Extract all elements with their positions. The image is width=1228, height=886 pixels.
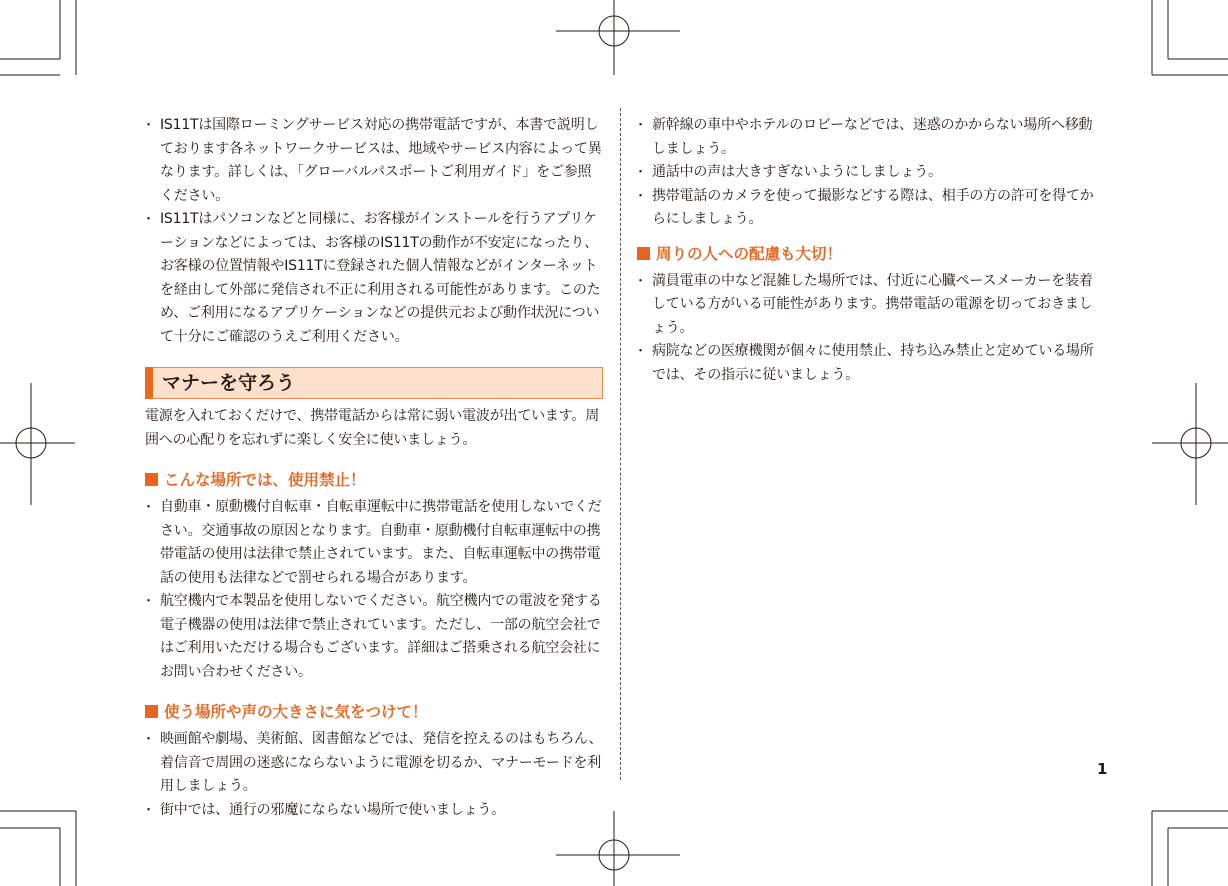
- list-item: ・ 通話中の声は大きすぎないようにしましょう。: [637, 161, 1095, 185]
- prohibited-list: [145, 496, 603, 684]
- square-bullet-icon: [637, 247, 650, 260]
- section-heading-text: 使う場所や声の大きさに気をつけて！: [164, 703, 428, 721]
- voice-list: [145, 728, 603, 822]
- list-item: ・ 航空機内で本製品を使用しないでください。航空機内での電波を発する電子機器の使用は法律で禁止されています。ただし、一部の航空会社ではご利用いただける場合もございます。詳細はご搭乗される航空会社にお問い合わせください。: [145, 590, 603, 684]
- page-number: 1: [1097, 760, 1108, 778]
- section-heading-text: 周りの人への配慮も大切！: [656, 244, 843, 263]
- continued-list: [637, 114, 1095, 232]
- list-item: ・ 新幹線の車中やホテルのロビーなどでは、迷惑のかからない場所へ移動しましょう。: [637, 114, 1095, 161]
- list-item: ・ 病院などの医療機関が個々に使用禁止、持ち込み禁止と定めている場所では、その指示に従いましょう。: [637, 340, 1095, 387]
- left-column: [145, 114, 603, 822]
- list-item: ・ IS11Tはパソコンなどと同様に、お客様がインストールを行うアプリケーションなどによっては、お客様のIS11Tの動作が不安定になったり、お客様の位置情報やIS11Tに登録された個人情報などがインターネットを経由して外部に発信され不正に利用される可能性があります。このため、ご利用になるアプリケーションなどの提供元および動作状況について十分にご確認のうえご利用ください。: [145, 208, 603, 349]
- list-item: ・ 携帯電話のカメラを使って撮影などする際は、相手の方の許可を得てからにしましょう。: [637, 185, 1095, 232]
- list-item: ・ 映画館や劇場、美術館、図書館などでは、発信を控えるのはもちろん、着信音で周囲の迷惑にならないように電源を切るか、マナーモードを利用しましょう。: [145, 728, 603, 799]
- consideration-list: [637, 270, 1095, 388]
- list-item: ・ 街中では、通行の邪魔にならない場所で使いましょう。: [145, 799, 603, 823]
- list-item: ・ 自動車・原動機付自転車・自転車運転中に携帯電話を使用しないでください。交通事故の原因となります。自動車・原動機付自転車運転中の携帯電話の使用は法律で禁止されています。また、自転車運転中の携帯電話の使用も法律などで罰せられる場合があります。: [145, 496, 603, 590]
- banner-description: 電源を入れておくだけで、携帯電話からは常に弱い電波が出ています。周囲への心配りを忘れずに楽しく安全に使いましょう。: [145, 408, 599, 448]
- banner-title: マナーを守ろう: [162, 372, 296, 394]
- section-heading-prohibited: [145, 468, 603, 492]
- square-bullet-icon: [145, 705, 158, 718]
- manner-banner: [145, 367, 603, 399]
- list-item: ・ IS11Tは国際ローミングサービス対応の携帯電話ですが、本書で説明しております各ネットワークサービスは、地域やサービス内容によって異なります。詳しくは、「グローバルパスポートご利用ガイド」をご参照ください。: [145, 114, 603, 208]
- section-heading-text: こんな場所では、使用禁止！: [164, 471, 366, 489]
- column-divider: [620, 108, 621, 780]
- section-heading-voice: [145, 700, 603, 724]
- right-column: [637, 114, 1095, 387]
- square-bullet-icon: [145, 473, 158, 486]
- intro-list: [145, 114, 603, 349]
- list-item: ・ 満員電車の中など混雑した場所では、付近に心臓ペースメーカーを装着している方がいる可能性があります。携帯電話の電源を切っておきましょう。: [637, 270, 1095, 341]
- section-heading-consideration: [637, 242, 1095, 266]
